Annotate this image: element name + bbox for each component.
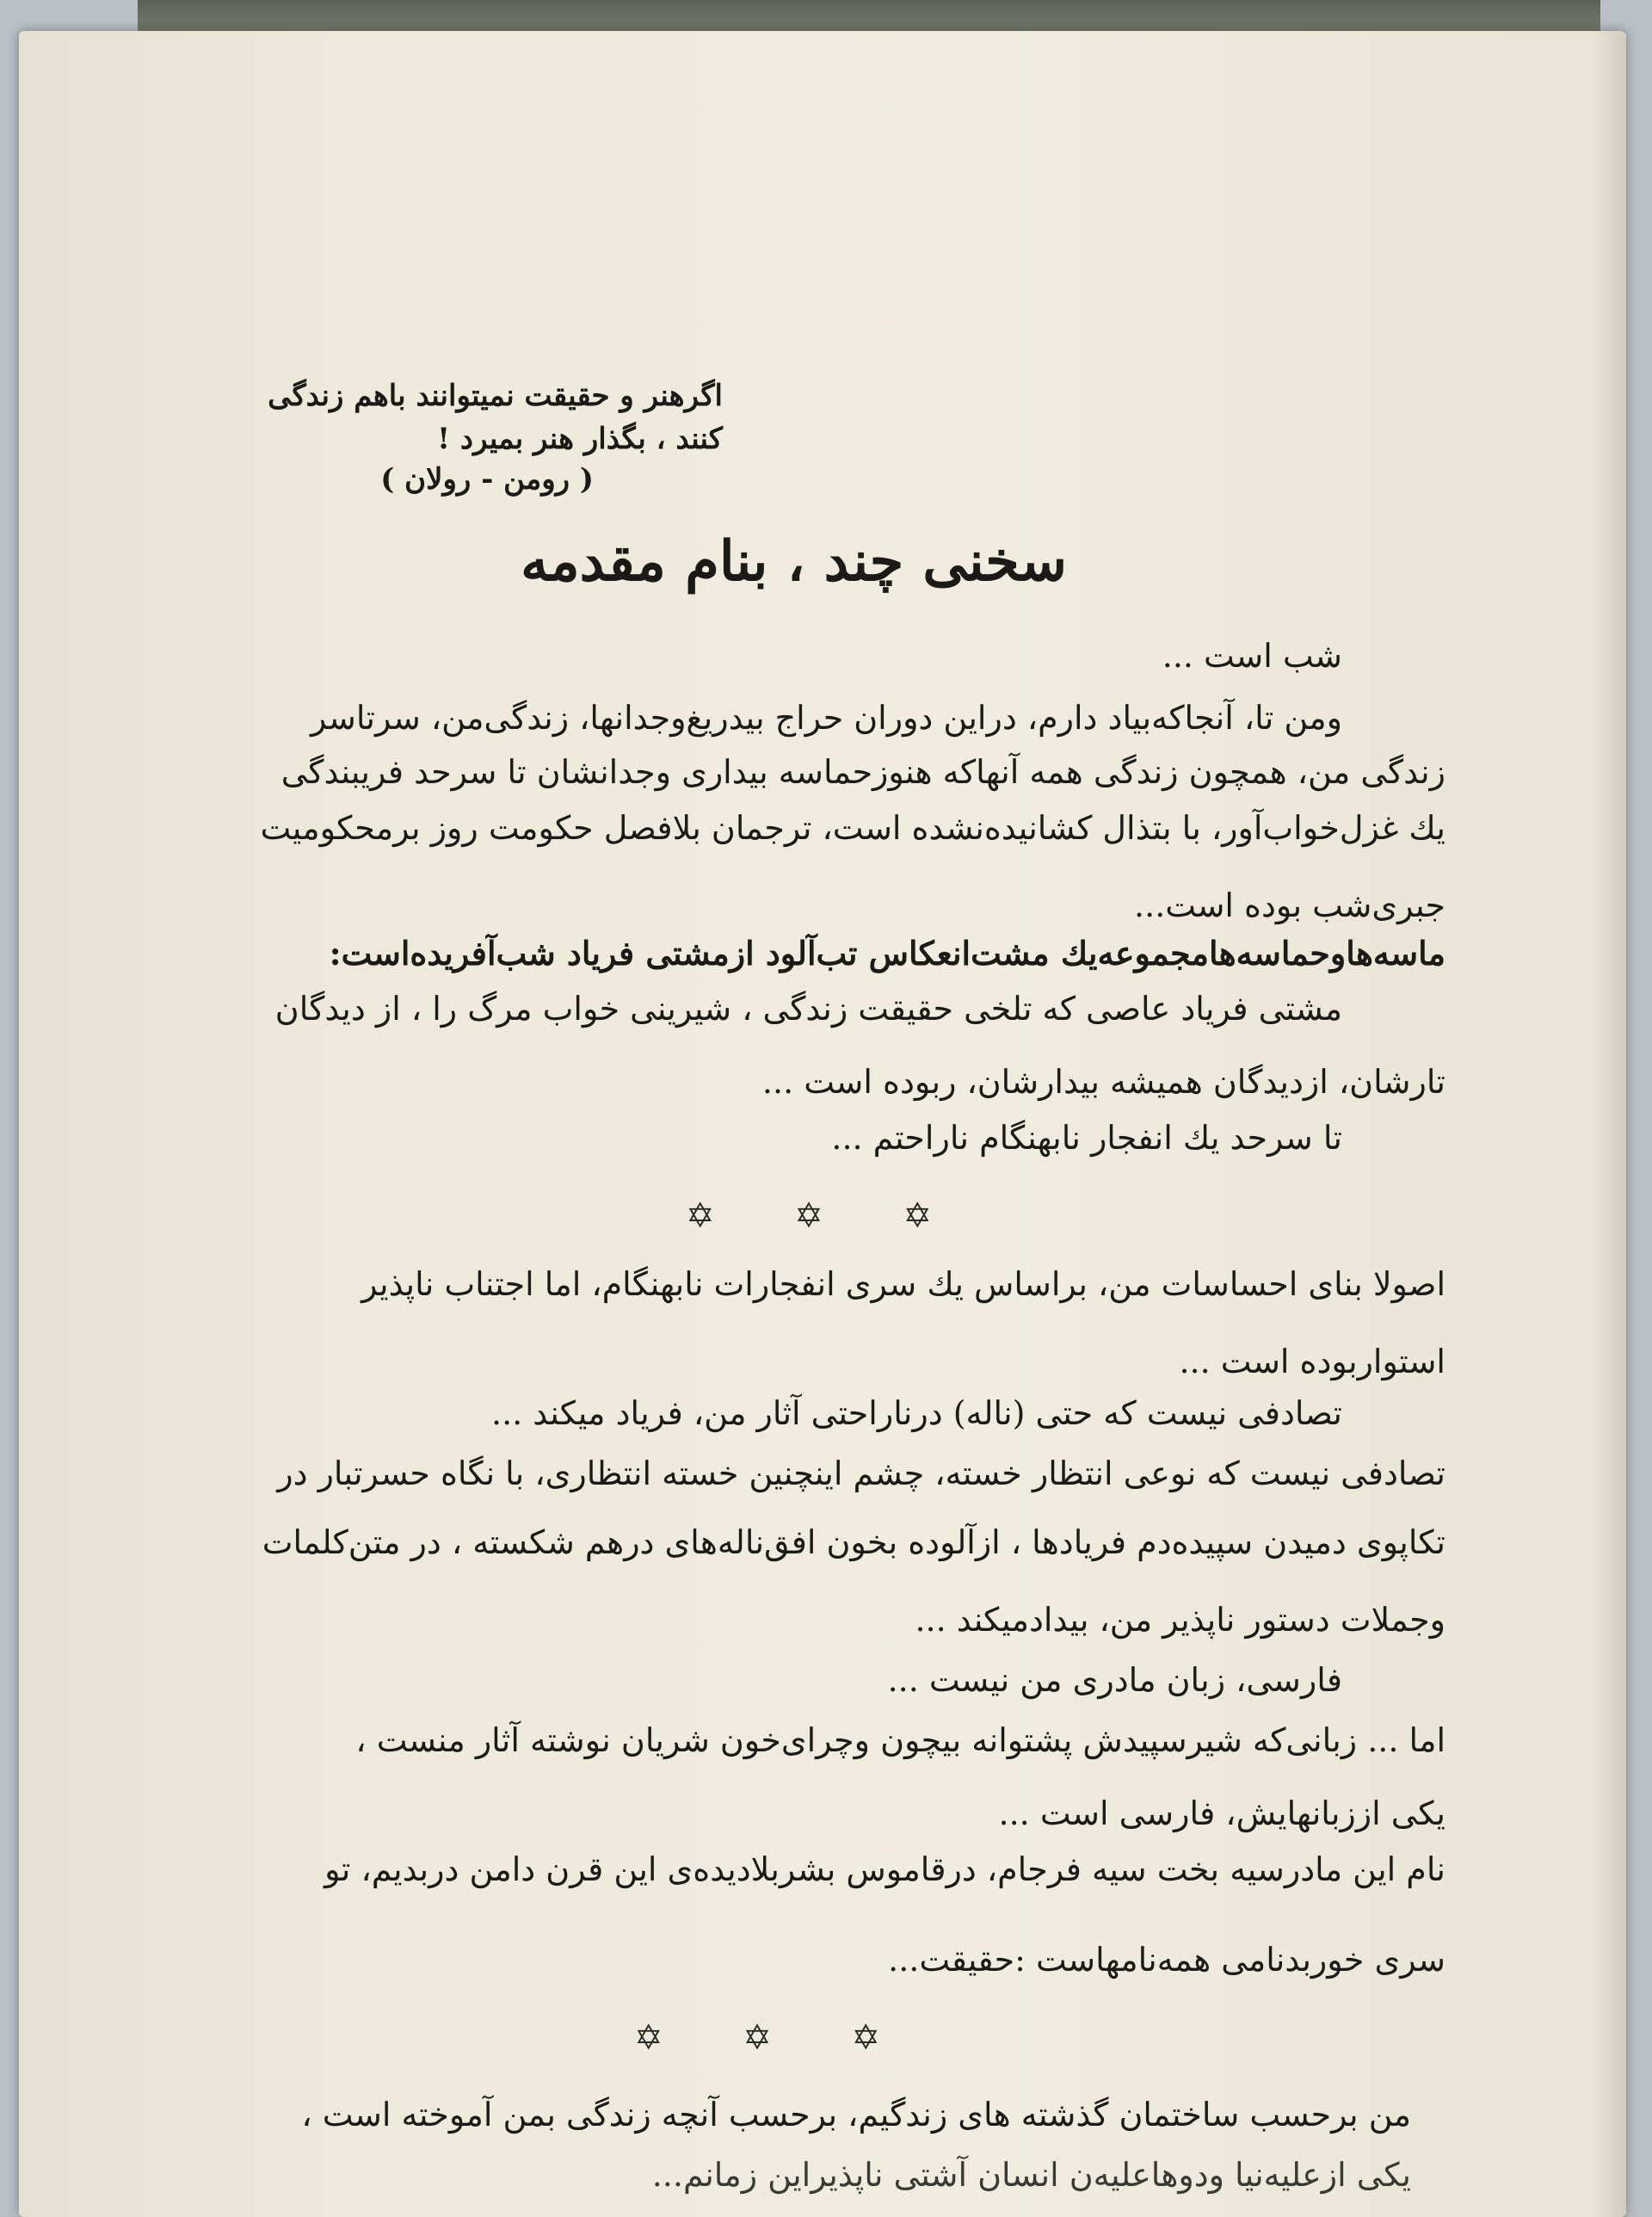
epigraph-attribution: ( رومن - رولان ) bbox=[380, 462, 594, 497]
paragraph-line: یکی ازعلیه‌نیا ودوهاعلیه‌ن انسان آشتی ناپذیراین زمانم... bbox=[651, 2156, 1411, 2194]
paragraph-line: تصادفی نیست که نوعی انتظار خسته، چشم اینچنین خسته انتظاری، با نگاه حسرتبار در bbox=[277, 1454, 1446, 1492]
page-title: سخنی چند ، بنام مقدمه bbox=[521, 529, 1067, 594]
paragraph-line: تکاپوی دمیدن سپیده‌دم فریادها ، ازآلوده بخون افق‌ناله‌های درهم شکسته ، در متن‌کلمات bbox=[262, 1523, 1446, 1561]
paragraph-line: اصولا بنای احساسات من، براساس یك سری انفجارات نابهنگام، اما اجتناب ناپذیر bbox=[361, 1265, 1446, 1303]
paragraph-line: ومن تا، آنجاکه‌بیاد دارم، دراین دوران حراج بیدریغ‌وجدانها، زندگی‌من، سرتاسر bbox=[311, 699, 1342, 737]
paragraph-line: مشتی فریاد عاصی که تلخی حقیقت زندگی ، شیرینی خواب مرگ را ، از دیدگان bbox=[274, 990, 1342, 1028]
star-separator: ✡ ✡ ✡ bbox=[686, 1196, 966, 1236]
paragraph-line: وجملات دستور ناپذیر من، بیدادمیکند ... bbox=[915, 1601, 1446, 1639]
paragraph-line: تا سرحد یك انفجار نابهنگام ناراحتم ... bbox=[831, 1119, 1342, 1157]
epigraph-line-2: کنند ، بگذار هنر بمیرد ! bbox=[437, 422, 723, 456]
paragraph-line: تارشان، ازدیدگان همیشه بیدارشان، ربوده است ... bbox=[761, 1063, 1446, 1101]
paragraph-line: استواربوده است ... bbox=[1179, 1343, 1446, 1380]
paragraph-line: من برحسب ساختمان گذشته های زندگیم، برحسب آنچه زندگی بمن آموخته است ، bbox=[301, 2096, 1411, 2134]
paragraph-line: شب است ... bbox=[1162, 637, 1342, 675]
paragraph-line: سری خوربدنامی همه‌نامهاست :حقیقت... bbox=[888, 1941, 1446, 1979]
paragraph-line: فارسی، زبان مادری من نیست ... bbox=[887, 1661, 1342, 1699]
star-separator: ✡ ✡ ✡ bbox=[634, 2018, 915, 2058]
paragraph-line: یکی ازز‌بانهایش، فارسی است ... bbox=[998, 1794, 1446, 1832]
epigraph-line-1: اگرهنر و حقیقت نمیتوانند باهم زندگی bbox=[268, 379, 723, 413]
paragraph-line: ماسه‌هاوحماسه‌هامجموعه‌یك مشت‌انعکاس تب‌آلود ازمشتی فریاد شب‌آفریده‌است: bbox=[329, 934, 1446, 973]
paragraph-line: اما ... زبانی‌که شیرسپیدش پشتوانه بیچون وچرای‌خون شریان نوشته آثار منست ، bbox=[355, 1721, 1446, 1759]
paragraph-line: جبری‌شب بوده است... bbox=[1134, 886, 1446, 924]
paragraph-line: نام این مادرسیه بخت سیه فرجام، درقاموس بشربلادیده‌ی این قرن دامن دربدیم، تو bbox=[324, 1850, 1446, 1888]
book-page bbox=[19, 31, 1626, 2217]
paragraph-line: یك غزل‌خواب‌آور، با بتذال کشانیده‌نشده است، ترجمان بلافصل حکومت روز برمحکومیت bbox=[260, 809, 1446, 847]
paragraph-line: زندگی من، همچون زندگی همه آنهاکه هنوزحماسه بیداری وجدانشان تا سرحد فریبندگی bbox=[280, 753, 1446, 791]
paragraph-line: تصادفی نیست که حتی (ناله) درناراحتی آثار من، فریاد میکند ... bbox=[490, 1394, 1342, 1432]
